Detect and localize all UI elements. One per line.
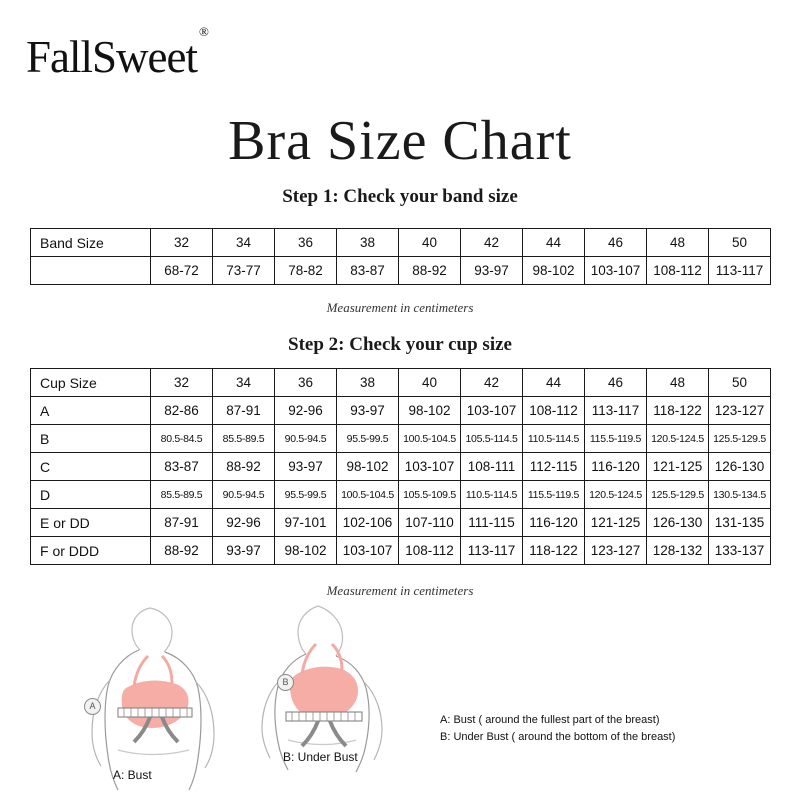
cup-col-header: 46: [585, 369, 647, 397]
cup-cell: 103-107: [461, 397, 523, 425]
table-row: [31, 509, 771, 537]
cup-cell: 87-91: [151, 509, 213, 537]
cup-col-header: 44: [523, 369, 585, 397]
band-size-cell: 32: [151, 229, 213, 257]
band-size-cell: 40: [399, 229, 461, 257]
cup-cell: 131-135: [709, 509, 771, 537]
cup-cell: 103-107: [399, 453, 461, 481]
band-size-cell: 42: [461, 229, 523, 257]
cup-cell: 123-127: [585, 537, 647, 565]
table-row: [31, 229, 771, 257]
band-range-cell: 103-107: [585, 257, 647, 285]
cup-row-label: E or DD: [31, 509, 151, 537]
cup-cell: 85.5-89.5: [213, 425, 275, 453]
cup-cell: 121-125: [585, 509, 647, 537]
page-title: Bra Size Chart: [228, 110, 572, 172]
band-range-label-empty: [31, 257, 151, 285]
band-range-cell: 83-87: [337, 257, 399, 285]
badge-b-icon: B: [277, 674, 294, 691]
cup-cell: 95.5-99.5: [337, 425, 399, 453]
cup-cell: 98-102: [337, 453, 399, 481]
measurement-note-cup: Measurement in centimeters: [326, 583, 474, 598]
band-size-label: Band Size: [31, 229, 151, 257]
measurement-illustration: [0, 600, 800, 800]
cup-cell: 102-106: [337, 509, 399, 537]
band-range-cell: 88-92: [399, 257, 461, 285]
cup-cell: 118-122: [523, 537, 585, 565]
registered-icon: ®: [199, 24, 208, 39]
table-row: [31, 481, 771, 509]
table-row: [31, 453, 771, 481]
step-1-heading: Step 1: Check your band size: [282, 186, 518, 207]
cup-col-header: 32: [151, 369, 213, 397]
cup-cell: 105.5-109.5: [399, 481, 461, 509]
cup-cell: 85.5-89.5: [151, 481, 213, 509]
band-range-cell: 73-77: [213, 257, 275, 285]
caption-bust: A: Bust: [113, 768, 152, 782]
cup-cell: 113-117: [461, 537, 523, 565]
band-range-cell: 108-112: [647, 257, 709, 285]
cup-cell: 90.5-94.5: [213, 481, 275, 509]
cup-cell: 103-107: [337, 537, 399, 565]
caption-under-bust: B: Under Bust: [283, 750, 358, 764]
cup-cell: 130.5-134.5: [709, 481, 771, 509]
cup-row-label: F or DDD: [31, 537, 151, 565]
table-header-row: [31, 369, 771, 397]
band-size-cell: 50: [709, 229, 771, 257]
band-size-cell: 36: [275, 229, 337, 257]
cup-size-header: Cup Size: [31, 369, 151, 397]
band-size-cell: 48: [647, 229, 709, 257]
band-size-table: [30, 228, 771, 285]
cup-row-label: C: [31, 453, 151, 481]
cup-cell: 92-96: [213, 509, 275, 537]
cup-cell: 93-97: [213, 537, 275, 565]
cup-cell: 123-127: [709, 397, 771, 425]
measurement-note-band: Measurement in centimeters: [326, 300, 474, 315]
cup-cell: 92-96: [275, 397, 337, 425]
cup-cell: 100.5-104.5: [399, 425, 461, 453]
cup-size-table: [30, 368, 771, 565]
cup-cell: 115.5-119.5: [585, 425, 647, 453]
band-range-cell: 68-72: [151, 257, 213, 285]
cup-cell: 107-110: [399, 509, 461, 537]
cup-cell: 116-120: [523, 509, 585, 537]
band-size-cell: 38: [337, 229, 399, 257]
cup-row-label: D: [31, 481, 151, 509]
legend-line-a: A: Bust ( around the fullest part of the breast): [440, 714, 660, 726]
cup-col-header: 42: [461, 369, 523, 397]
band-range-cell: 113-117: [709, 257, 771, 285]
table-row: [31, 257, 771, 285]
cup-cell: 112-115: [523, 453, 585, 481]
cup-cell: 125.5-129.5: [709, 425, 771, 453]
bra-shape-a: [122, 681, 189, 728]
cup-cell: 93-97: [337, 397, 399, 425]
cup-col-header: 36: [275, 369, 337, 397]
cup-cell: 88-92: [213, 453, 275, 481]
cup-cell: 116-120: [585, 453, 647, 481]
cup-row-label: B: [31, 425, 151, 453]
cup-cell: 126-130: [709, 453, 771, 481]
cup-cell: 120.5-124.5: [647, 425, 709, 453]
cup-cell: 95.5-99.5: [275, 481, 337, 509]
band-size-cell: 34: [213, 229, 275, 257]
table-row: [31, 537, 771, 565]
cup-col-header: 38: [337, 369, 399, 397]
cup-cell: 98-102: [275, 537, 337, 565]
cup-col-header: 40: [399, 369, 461, 397]
cup-cell: 108-112: [399, 537, 461, 565]
band-range-cell: 93-97: [461, 257, 523, 285]
table-row: [31, 397, 771, 425]
cup-cell: 128-132: [647, 537, 709, 565]
cup-cell: 125.5-129.5: [647, 481, 709, 509]
cup-cell: 113-117: [585, 397, 647, 425]
table-row: [31, 425, 771, 453]
step-2-heading: Step 2: Check your cup size: [288, 334, 512, 355]
cup-row-label: A: [31, 397, 151, 425]
cup-cell: 126-130: [647, 509, 709, 537]
cup-cell: 108-111: [461, 453, 523, 481]
brand-part1: Fall: [26, 32, 93, 82]
band-size-cell: 46: [585, 229, 647, 257]
cup-cell: 100.5-104.5: [337, 481, 399, 509]
cup-cell: 111-115: [461, 509, 523, 537]
cup-cell: 110.5-114.5: [461, 481, 523, 509]
cup-cell: 88-92: [151, 537, 213, 565]
cup-cell: 83-87: [151, 453, 213, 481]
cup-col-header: 50: [709, 369, 771, 397]
brand-part2: Sweet: [92, 32, 197, 82]
cup-cell: 97-101: [275, 509, 337, 537]
brand-logo: [26, 26, 206, 82]
cup-cell: 98-102: [399, 397, 461, 425]
cup-cell: 115.5-119.5: [523, 481, 585, 509]
legend-line-b: B: Under Bust ( around the bottom of the breast): [440, 731, 676, 743]
cup-cell: 110.5-114.5: [523, 425, 585, 453]
cup-cell: 120.5-124.5: [585, 481, 647, 509]
cup-cell: 108-112: [523, 397, 585, 425]
cup-cell: 121-125: [647, 453, 709, 481]
badge-a-icon: A: [84, 698, 101, 715]
cup-cell: 80.5-84.5: [151, 425, 213, 453]
cup-cell: 118-122: [647, 397, 709, 425]
cup-cell: 93-97: [275, 453, 337, 481]
cup-cell: 105.5-114.5: [461, 425, 523, 453]
cup-cell: 82-86: [151, 397, 213, 425]
legend: [440, 712, 675, 746]
band-range-cell: 98-102: [523, 257, 585, 285]
band-range-cell: 78-82: [275, 257, 337, 285]
cup-col-header: 34: [213, 369, 275, 397]
band-size-cell: 44: [523, 229, 585, 257]
brand-text: [26, 26, 206, 83]
cup-col-header: 48: [647, 369, 709, 397]
cup-cell: 87-91: [213, 397, 275, 425]
cup-cell: 90.5-94.5: [275, 425, 337, 453]
cup-cell: 133-137: [709, 537, 771, 565]
